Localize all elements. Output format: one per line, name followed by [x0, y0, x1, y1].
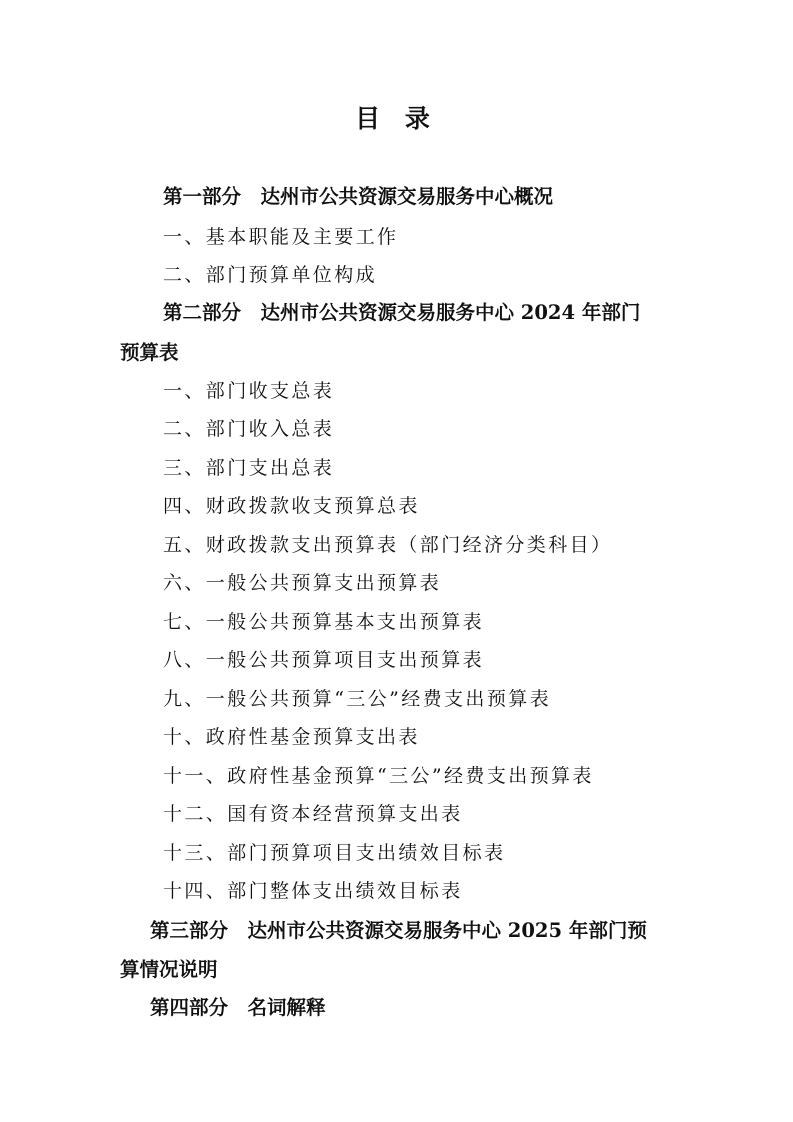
toc-item[interactable]: 十一、政府性基金预算“三公”经费支出预算表: [163, 765, 594, 787]
toc-item[interactable]: 三、部门支出总表: [163, 457, 335, 479]
toc-item[interactable]: 十二、国有资本经营预算支出表: [163, 803, 463, 825]
toc-part-2-continued[interactable]: 预算表: [120, 341, 179, 364]
toc-item[interactable]: 八、一般公共预算项目支出预算表: [163, 649, 485, 671]
toc-part-1[interactable]: 第一部分 达州市公共资源交易服务中心概况: [163, 185, 554, 208]
toc-item[interactable]: 十三、部门预算项目支出绩效目标表: [163, 842, 506, 864]
toc-item[interactable]: 六、一般公共预算支出预算表: [163, 572, 442, 594]
toc-item[interactable]: 十、政府性基金预算支出表: [163, 726, 420, 748]
toc-item[interactable]: 一、部门收支总表: [163, 380, 335, 402]
page-title: 目 录: [355, 104, 438, 133]
toc-item[interactable]: 五、财政拨款支出预算表（部门经济分类科目）: [163, 534, 613, 556]
toc-item[interactable]: 二、部门预算单位构成: [163, 264, 378, 286]
toc-part-3-continued[interactable]: 算情况说明: [120, 958, 218, 981]
toc-item[interactable]: 十四、部门整体支出绩效目标表: [163, 880, 463, 902]
toc-item[interactable]: 二、部门收入总表: [163, 418, 335, 440]
toc-item[interactable]: 四、财政拨款收支预算总表: [163, 495, 420, 517]
toc-item[interactable]: 九、一般公共预算“三公”经费支出预算表: [163, 688, 552, 710]
toc-part-3[interactable]: 第三部分 达州市公共资源交易服务中心 2025 年部门预: [150, 919, 647, 942]
toc-part-4[interactable]: 第四部分 名词解释: [150, 996, 326, 1019]
toc-item[interactable]: 一、基本职能及主要工作: [163, 226, 399, 248]
toc-part-2[interactable]: 第二部分 达州市公共资源交易服务中心 2024 年部门: [163, 301, 641, 324]
toc-item[interactable]: 七、一般公共预算基本支出预算表: [163, 611, 485, 633]
